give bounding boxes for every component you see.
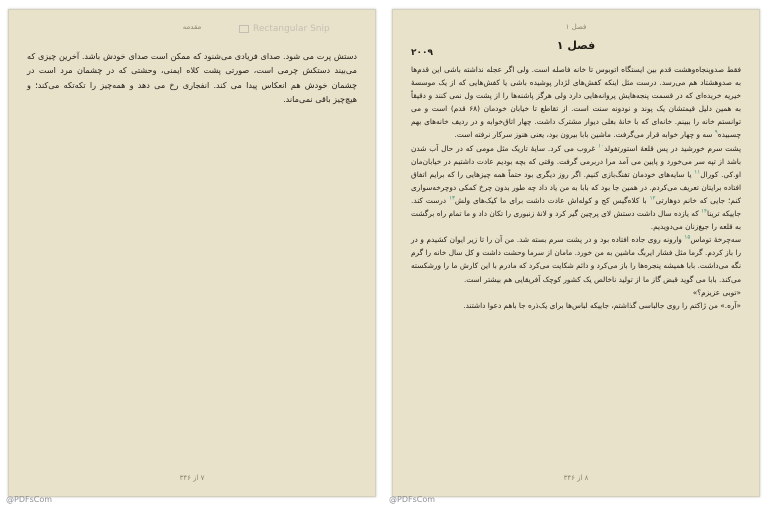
chapter-title: فصل ۱ (556, 39, 596, 52)
footnote-marker[interactable]: ۱۵ (684, 234, 691, 241)
footnote-marker[interactable]: ۱۰ (598, 143, 605, 150)
page-body (27, 49, 357, 106)
paragraph: «توبی عزیزم؟» (692, 287, 741, 297)
page-number: ۷ از ۳۴۶ (179, 474, 205, 482)
chapter-year: ۲۰۰۹ (411, 48, 433, 58)
right-page (392, 9, 760, 497)
page-number: ۸ از ۳۴۶ (563, 474, 589, 482)
footnote-marker[interactable]: ۱۱ (694, 169, 701, 176)
paragraph: پشت سرم خورشید در پس قلعهٔ استورتفولد$^{۱۰}$ غروب می کرد. سایهٔ تاریک مثل مومی که در حال آب شدن باشد از تپه سر می‌خورد و پایین می آمد مرا دربرمی گرفت. وقتی که بچه بودیم عادت داشتیم در خیابان‌مان او.کی. کورال$^{۱۱}$ یا سایه‌های خودمان تفنگ‌بازی کنیم. اگر روز دیگری بود حتماً همه چیزهایی را که برایم اتفاق افتاده برایتان تعریف می‌کردم. در همین جا بود که بابا به من یاد داد چه طور بدون چرخ کمکی دوچرخه‌سواری کنم؛ جایی که خانم دوهارتی$^{۱۲}$ با کلاه‌گیس کج و کوله‌اش عادت داشت برای ما کیک‌های ولش$^{۱۳}$ درست کند. جاییکه ترینا$^{۱۴}$ که یازده سال داشت دستش لای پرچین گیر کرد و لانهٔ زنبوری را تکان داد و ما تمام راه برگشت به قلعه را جیغ‌زنان می‌دویدیم. (411, 143, 741, 232)
watermark: @PDFsCom (6, 495, 53, 504)
paragraph: دستش پرت می شود. صدای فریادی می‌شنود که ممکن است صدای خودش باشد. آخرین چیزی که می‌بیند دستکش چرمی است، صورتی پشت کلاه ایمنی، وحشتی که در چشمان مرد است در چشمان خودش هم انعکاس پیدا می کند. انفجاری رخ می دهد و همه‌چیز را تکه‌تکه می‌کند؛ و هیچ‌چیز باقی نمی‌ماند. (27, 51, 357, 104)
footnote-marker[interactable]: ۱۲ (649, 195, 656, 202)
running-head: فصل ۱ (565, 23, 587, 31)
left-page (8, 9, 376, 497)
paragraph: فقط صدوپنجاه‌وهشت قدم بین ایستگاه اتوبوس تا خانه فاصله است. ولی اگر عجله نداشته باشی این قدم‌ها به صدوهشتاد هم می‌رسد. درست مثل اینکه کفش‌های لژدار پوشیده باشی یا کفش‌هایی که از یک موسسهٔ خیریه خریده‌ای که در قسمت پنجه‌هایش پروانه‌هایی دارد ولی هرگز پاشنه‌ها را از پشت ول نمی کنند و دقیقاً به همین دلیل قیمتشان یک پوند و نودونه سنت است. از تقاطع تا خیابان خودمان (۶۸ قدم) است و می توانستم خانه را ببینم. خانه‌ای که با خانهٔ بغلی دیوار مشترک داشت. چهار اتاق‌خوابه و در ردیف خانه‌های بهم چسبیده$^۹$ سه و چهار خوابه قرار می‌گرفت. ماشین بابا بیرون بود، یعنی هنوز سرکار نرفته است. (411, 65, 742, 140)
snip-tool-label: Rectangular Snip (239, 24, 330, 34)
footnote-marker[interactable]: ۱۳ (449, 195, 455, 202)
page-body (411, 63, 741, 312)
footnote-marker[interactable]: ۱۴ (701, 208, 707, 215)
running-head: مقدمه (182, 23, 202, 31)
paragraph: سه‌چرخهٔ توماس$^{۱۵}$ وارونه روی جاده افتاده بود و در پشت سرم بسته شد. من آن را تا زیر ایوان کشیدم و در را باز کردم. گرما مثل فشار ایربگ ماشین به من خورد. مامان از سرما وحشت داشت و کل سال خانه را گرم نگه می‌داشت. بابا همیشه پنجره‌ها را باز می‌کرد و دائم شکایت می‌کرد که مادرم با این کارش ما را ورشکسته می‌کند. بابا می گوید قبض گاز ما از تولید ناخالص یک کشور کوچک آفریقایی هم بیشتر است. (411, 234, 741, 284)
footnote-marker[interactable]: ۹ (714, 130, 718, 137)
watermark: @PDFsCom (389, 495, 436, 504)
paragraph: «آره.» من ژاکتم را روی جالباسی گذاشتم، جاییکه لباس‌ها برای یک‌ذره جا باهم دعوا داشتند. (463, 300, 741, 310)
